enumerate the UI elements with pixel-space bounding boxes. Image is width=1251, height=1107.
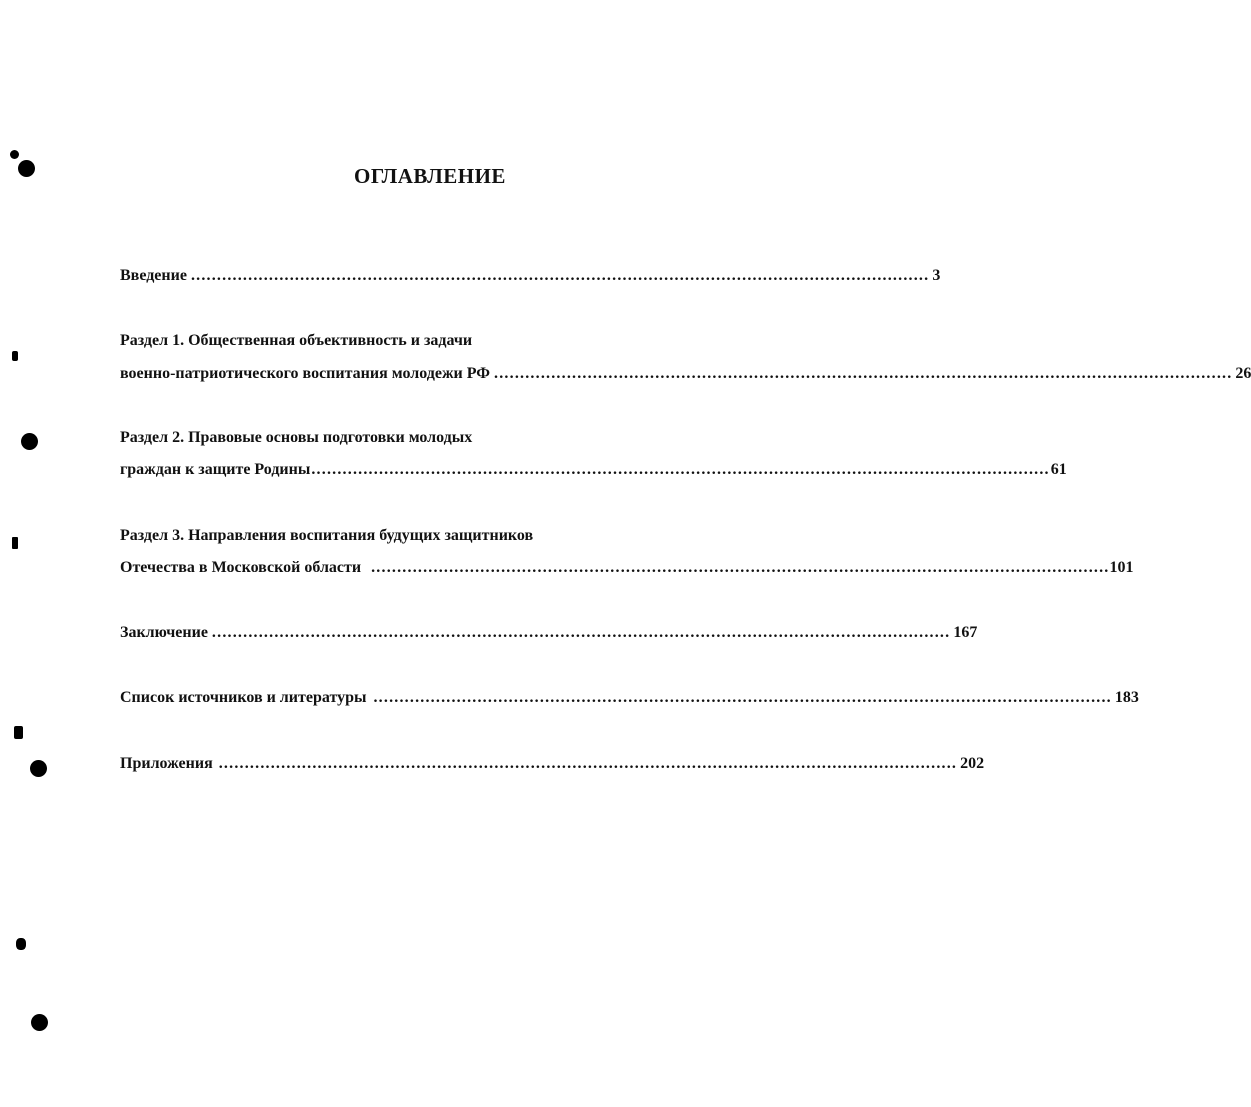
toc-entry-section-2-line-1: Раздел 2. Правовые основы подготовки молодых — [120, 429, 473, 446]
toc-entry-section-3-line-1: Раздел 3. Направления воспитания будущих защитников — [120, 527, 534, 544]
toc-entry-label: военно-патриотического воспитания молодежи РФ — [120, 365, 491, 382]
toc-entry-section-2 — [120, 460, 1067, 480]
toc-entry-label: Список источников и литературы — [120, 689, 367, 706]
toc-entry-references — [120, 688, 1139, 708]
binder-hole — [21, 433, 38, 450]
toc-entry-section-1-line-1: Раздел 1. Общественная объективность и задачи — [120, 332, 473, 349]
toc-page-number: 101 — [1109, 559, 1134, 576]
toc-entry-section-1 — [120, 364, 1251, 384]
scan-speck — [14, 726, 23, 739]
page-title: ОГЛАВЛЕНИЕ — [354, 164, 506, 188]
binder-hole — [31, 1014, 48, 1031]
toc-page-number: 26 — [1235, 365, 1251, 382]
scan-speck — [16, 938, 26, 950]
toc-entry-label: граждан к защите Родины — [120, 461, 311, 478]
toc-page-number: 202 — [960, 755, 985, 772]
toc-entry-section-3 — [120, 558, 1134, 578]
toc-page-number: 61 — [1050, 461, 1067, 478]
toc-entry-conclusion — [120, 623, 978, 643]
dot-leader: .............................................................................................................................................. — [311, 461, 1050, 478]
dot-leader: .............................................................................................................................................. — [373, 689, 1112, 706]
toc-entry-appendices — [120, 754, 985, 774]
toc-page-number: 167 — [953, 624, 978, 641]
dot-leader: .............................................................................................................................................. — [211, 624, 951, 641]
scan-speck — [10, 150, 19, 159]
dot-leader: .............................................................................................................................................. — [494, 365, 1233, 382]
dot-leader: .............................................................................................................................................. — [371, 559, 1110, 576]
scan-speck — [12, 537, 18, 549]
toc-page-number: 183 — [1114, 689, 1139, 706]
scan-speck — [12, 351, 18, 361]
dot-leader: .............................................................................................................................................. — [190, 267, 930, 284]
toc-entry-label: Заключение — [120, 624, 208, 641]
toc-entry-label: Отечества в Московской области — [120, 559, 362, 576]
toc-page-number: 3 — [932, 267, 941, 284]
dot-leader: .............................................................................................................................................. — [218, 755, 958, 772]
toc-entry-label: Приложения — [120, 755, 213, 772]
toc-entry-introduction — [120, 266, 941, 286]
binder-hole — [30, 760, 47, 777]
toc-entry-label: Введение — [120, 267, 187, 284]
